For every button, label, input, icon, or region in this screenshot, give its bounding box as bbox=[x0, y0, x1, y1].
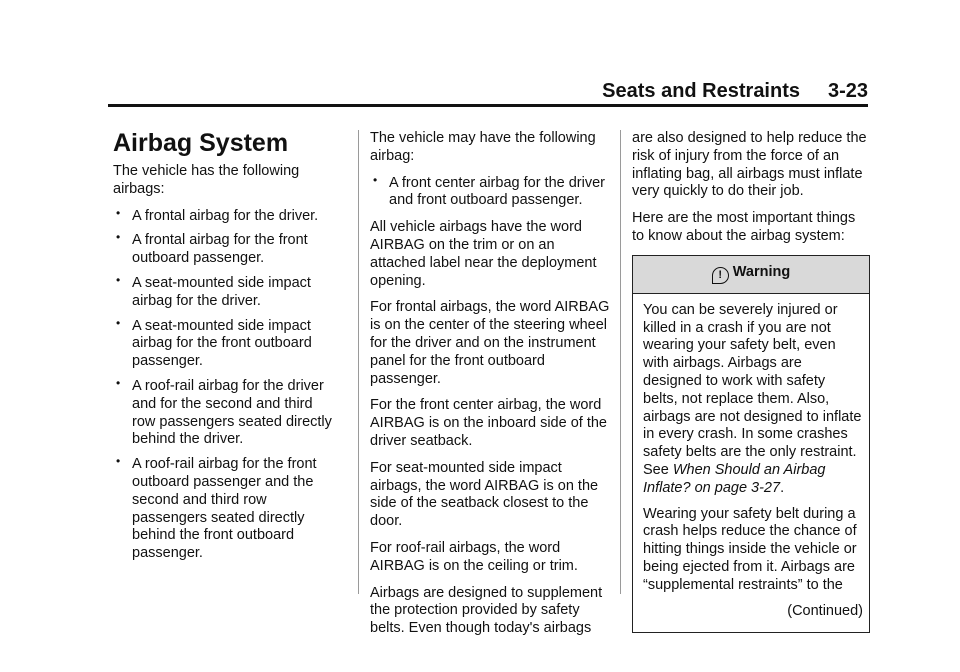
body-paragraph: are also designed to help reduce the risk of injury from the force of an inflating bag, all airbags must inflate very quickly to do their job. bbox=[632, 130, 867, 200]
column-1 bbox=[113, 128, 335, 572]
body-paragraph: For roof-rail airbags, the word AIRBAG is on the ceiling or trim. bbox=[370, 539, 578, 574]
bullet-icon: • bbox=[373, 172, 378, 187]
header-rule bbox=[108, 104, 868, 107]
column-divider bbox=[358, 130, 359, 594]
warning-body bbox=[633, 294, 869, 633]
list-item: • A roof-rail airbag for the front outboard passenger and the second and third row passengers seated directly behind the front outboard passenger. bbox=[116, 454, 317, 562]
body-paragraph: All vehicle airbags have the word AIRBAG on the trim or on an attached label near the deployment opening. bbox=[370, 219, 597, 289]
warning-paragraph: Wearing your safety belt during a crash helps reduce the chance of hitting things inside the vehicle or being ejected from it. Airbags are “supplemental restraints” to the bbox=[643, 505, 857, 593]
list-item: • A seat-mounted side impact airbag for the driver. bbox=[116, 272, 311, 309]
body-paragraph: Here are the most important things to know about the airbag system: bbox=[632, 210, 856, 244]
warning-title: Warning bbox=[732, 263, 791, 280]
page-number: 3-23 bbox=[827, 80, 868, 102]
list-item: • A frontal airbag for the driver. bbox=[116, 205, 319, 224]
cross-reference-link[interactable]: When Should an Airbag Inflate? on page 3-27 bbox=[643, 461, 826, 496]
continued-label: (Continued) bbox=[787, 602, 863, 619]
bullet-icon: • bbox=[116, 454, 121, 469]
list-item: • A front center airbag for the driver and front outboard passenger. bbox=[373, 172, 605, 209]
page-header bbox=[108, 80, 868, 104]
body-paragraph: For the front center airbag, the word AIRBAG is on the inboard side of the driver seatback. bbox=[370, 397, 607, 449]
list-item: • A seat-mounted side impact airbag for the front outboard passenger. bbox=[116, 315, 312, 370]
bullet-icon: • bbox=[116, 205, 121, 220]
warning-header bbox=[633, 256, 869, 294]
intro-paragraph: The vehicle has the following airbags: bbox=[113, 163, 300, 197]
warning-paragraph: You can be severely injured or killed in a crash if you are not wearing your safety belt, even with airbags. Airbags are designed to work with safety belts, not replace them. Also, airbags are not designed to inflate in every crash. In some crashes safety belts are the only restraint. See When Should an Airbag Inflate? on page 3-27. bbox=[643, 301, 862, 496]
list-item: • A frontal airbag for the front outboard passenger. bbox=[116, 230, 308, 267]
column-3 bbox=[632, 130, 870, 633]
bullet-icon: • bbox=[116, 375, 121, 390]
warning-icon: ! bbox=[712, 267, 729, 284]
bullet-icon: • bbox=[116, 315, 121, 330]
intro-paragraph: The vehicle may have the following airbag: bbox=[370, 130, 596, 164]
section-title: Seats and Restraints bbox=[602, 80, 800, 102]
body-paragraph: For frontal airbags, the word AIRBAG is on the center of the steering wheel for the driver and on the instrument panel for the front outboard passenger. bbox=[370, 299, 610, 387]
airbag-list bbox=[113, 205, 335, 563]
body-paragraph: For seat-mounted side impact airbags, the word AIRBAG is on the side of the seatback closest to the door. bbox=[370, 459, 599, 530]
list-item: • A roof-rail airbag for the driver and for the second and third row passengers seated directly behind the driver. bbox=[116, 375, 332, 448]
column-divider bbox=[620, 130, 621, 594]
body-paragraph: Airbags are designed to supplement the protection provided by safety belts. Even though today's airbags bbox=[370, 584, 603, 637]
warning-box bbox=[632, 255, 870, 634]
page-title: Airbag System bbox=[113, 129, 289, 157]
column-2 bbox=[370, 130, 610, 647]
bullet-icon: • bbox=[116, 272, 121, 287]
optional-airbag-list bbox=[370, 172, 610, 211]
bullet-icon: • bbox=[116, 230, 121, 245]
